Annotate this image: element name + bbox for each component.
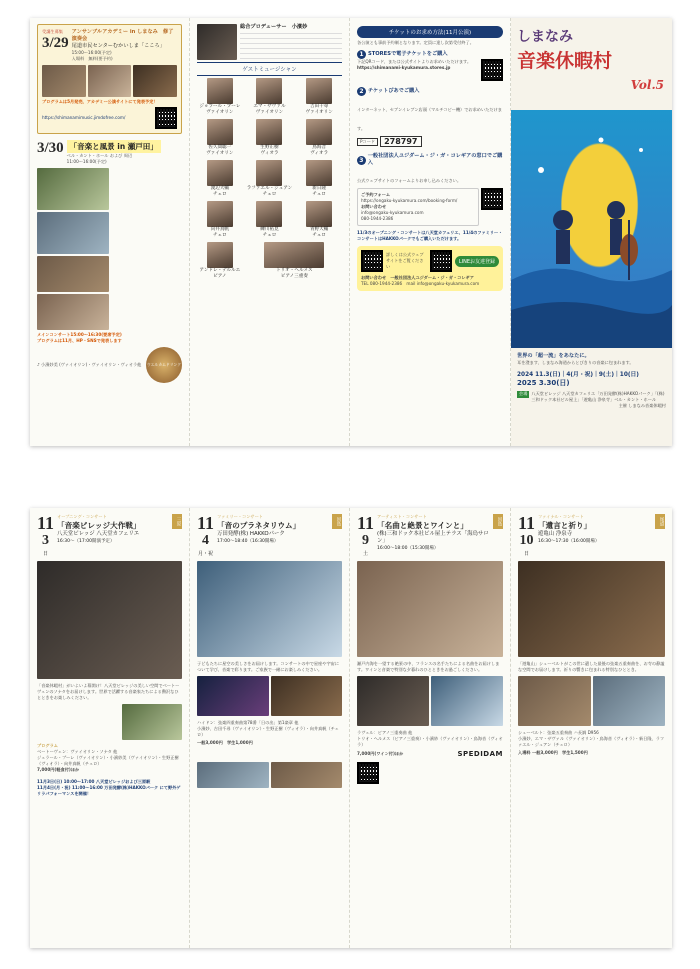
venue-photo xyxy=(357,676,429,726)
academy-fee: 入場料 無料(要予約) xyxy=(71,56,113,61)
academy-photo xyxy=(133,65,177,97)
area-tag: 因島 xyxy=(493,514,503,529)
setoda-note2: プログラムは11月、HP・SNSで発表します xyxy=(37,338,122,343)
panel-academy-setoda xyxy=(30,18,190,446)
qr-code-icon[interactable] xyxy=(481,188,503,210)
concert-venue: (株)三和ドック本社ビル屋上テラス「海鳥サロン」 xyxy=(377,531,489,544)
academy-time: 15:00～16:00(予定) xyxy=(71,50,112,55)
guest-card: ラファエル・ジュアン チェロ xyxy=(247,160,293,198)
setoda-photo xyxy=(37,256,109,292)
concert-title: 「音楽ビレッジ大作戦」 xyxy=(57,521,141,530)
academy-date: 3/29 xyxy=(42,35,69,51)
producer-title: 総合プロデューサー 小濱妙 xyxy=(240,24,308,30)
info-footer: 詳しくは公式ウェブサイトをご覧ください LINEお友達登録 お問い合わせ 一般社団法人ユジダーム・ジ・ガ・コレギア TEL 080-1944-2386 mail info@ongaku-kyukamura.com xyxy=(357,246,503,291)
panel-tickets xyxy=(350,18,511,446)
guest-card: エマ・ザヴァル ヴァイオリン xyxy=(247,78,293,116)
setoda-photo xyxy=(37,294,109,330)
guest-card: アンドレ・デルルエ ピアノ xyxy=(197,242,243,280)
temple-photo xyxy=(593,676,666,726)
academy-title: アンサンブルアカデミー in しまなみ 修了演奏会 xyxy=(71,29,174,42)
performance-photo xyxy=(271,762,343,788)
academy-block xyxy=(37,24,182,134)
guest-card: 練川祐見 チェロ xyxy=(247,201,293,239)
guest-card: 生野正樹 ヴィオラ xyxy=(247,119,293,157)
setoda-title: 「音楽と風景 in 瀬戸田」 xyxy=(67,140,161,153)
cover-info: 世界の「超一流」をあなたに。 耳を澄ます、しまなみ海道からとびきりの音楽に包まれます。 2024 11.3(日)｜4(月・祝)｜9(土)｜10(日) 2025 3.30(日) 会場 八天堂ビレッジ 八天堂カフェリエ「万田発酵(株)HAKKOパーク」「(株)三和ドック本社ビル屋上」「遊亀山 浄泉寺」ベル・カント・ホール 主催 しまなみ音楽休暇村 xyxy=(511,348,672,446)
contact-tel: 080-1944-2386 xyxy=(361,216,394,221)
step1-title: STORESで電子チケットをご購入 xyxy=(368,51,448,57)
cover-venues: 八天堂ビレッジ 八天堂カフェリエ「万田発酵(株)HAKKOパーク」「(株)三和ドック本社ビル屋上」「遊亀山 浄泉寺」ベル・カント・ホール xyxy=(531,391,665,402)
concert-title: 「名曲と絶景とワインと」 xyxy=(377,521,468,530)
ticket-step-1: 1 STORESで電子チケットをご購入 下記QRコード、または公式サイトよりお求めいただけます。 https://shimanami-kyukamura.stores.jp xyxy=(357,50,503,81)
panel-musicians xyxy=(190,18,350,446)
cover-illustration xyxy=(511,110,672,348)
cover-tagline: 世界の「超一流」をあなたに。 xyxy=(517,353,590,359)
brochure-inner-sheet xyxy=(30,508,672,948)
planetarium-photo xyxy=(197,676,269,716)
concert-venue: 八天堂ビレッジ 八天堂カフェリエ xyxy=(57,531,140,537)
ticket-intro: 各公演とも事前予約制となります。定員に達し次第受付終了。 xyxy=(357,40,474,45)
area-tag: 因島 xyxy=(332,514,342,529)
performance-photo xyxy=(197,762,269,788)
concert-venue: 遊亀山 浄泉寺 xyxy=(538,531,573,537)
academy-photo xyxy=(42,65,86,97)
welcome-drink-sticker: ウエルカムドリンク xyxy=(146,347,182,383)
concert-panel-4: 11 10 日 ファイナル・コンサート 「遺言と祈り」 遊亀山 浄泉寺 16:30～17:30（16:00開場） 尾道 「遊亀山」シューベルトがこの世に遺した最後の弦楽五重奏曲を、お寺の静謐な空間でお届けします。祈りの響きに包まれる特別なひととき。 シューベルト：弦楽五重奏曲 ハ長調 D956 小濱妙、エマ・ザヴァル（ヴァイオリン）・鳥海音（ヴィオラ）・新日隆、ラファエル・ジュアン（チェロ） 入場料 一般3,000円 学生1,500円 xyxy=(518,513,665,755)
setoda-subtitle: ベル・カント・ホール および 周辺 xyxy=(66,153,133,158)
concert-photo xyxy=(197,561,342,657)
cover-vol: Vol.5 xyxy=(630,78,664,92)
booking-form-url[interactable]: https://ongaku-kyukamura.com/booking-form/ xyxy=(361,198,458,203)
ticket-step-2: 2 チケットぴあでご購入 インターネット、セブンイレブン店頭（マルチコピー機）でお求めいただけます。 Pコード 278797 xyxy=(357,88,502,146)
qr-code-icon[interactable] xyxy=(357,762,379,784)
setoda-time: 11:00～16:00(予定) xyxy=(66,159,107,164)
step2-title: チケットぴあでご購入 xyxy=(368,88,420,94)
guest-card: トリオ・ヘルメス ピアノ三重奏 xyxy=(247,242,342,280)
setoda-block xyxy=(37,140,182,383)
concert-title: 「音のプラネタリウム」 xyxy=(217,521,301,530)
stores-url[interactable]: https://shimanami-kyukamura.stores.jp xyxy=(357,65,451,70)
cover-title-area xyxy=(511,18,672,110)
guest-card: 吉田千尋 ヴァイオリン xyxy=(296,78,342,116)
venue-tag: 会場 xyxy=(519,391,528,396)
illustration-musicians-icon xyxy=(511,110,672,348)
guest-card: 佐久間聡一 ヴァイオリン xyxy=(197,119,243,157)
ticket-step-3: 3 一般社団法人ユジダーム・ジ・ガ・コレギアの窓口でご購入 公式ウェブサイトのフォームよりお申し込みください。 ご予約フォーム https://ongaku-kyukamura.com/booking-form/ お問い合わせ info@ongaku-kyukamura.com 080-1944-2386 xyxy=(357,153,503,226)
venue-photo xyxy=(122,704,182,740)
panel-cover xyxy=(511,18,672,446)
concert-panel-1: 11 3 日 オープニング・コンサート 「音楽ビレッジ大作戦」 八天堂ビレッジ 八天堂カフェリエ 16:30～（17:00開演予定） 三原 「音楽休暇村」がいよいよ幕開け！八天堂ビレッジの美しい空間でベートーヴェンのソナタをお届けします。世界で活躍する音楽家たちによる贅沢なひとときをお楽しみください。 プログラム ベートーヴェン：ヴァイオリン・ソナタ 他 ジェラール・プーレ（ヴァイオリン）・小濱妙美（ヴァイオリン）・生野正樹（ヴィオラ）・向井真帆（チェロ） 7,000円(軽食付)ほか 11月3日(日) 10:00～17:00 八天堂ビレッジおよび三原駅 11月4日(月・祝) 11:00～16:00 万田発酵(株)HAKKOパーク にて野外ゲリラパフォーマンスを開催！ xyxy=(30,508,190,948)
concert-description: 「遊亀山」シューベルトがこの世に遺した最後の弦楽五重奏曲を、お寺の静謐な空間でお届けします。祈りの響きに包まれる特別なひととき。 xyxy=(518,661,665,672)
setoda-note1: メインコンサート15:00～16:30(要席予定) xyxy=(37,332,122,337)
academy-venue: 尾道市民センターむかいしま「こころ」 xyxy=(71,43,165,49)
cover-title-1: しまなみ xyxy=(517,29,573,45)
academy-photo xyxy=(88,65,132,97)
setoda-date: 3/30 xyxy=(37,140,64,156)
brochure-outer-sheet xyxy=(30,18,672,446)
venue-photo xyxy=(431,676,503,726)
concert-description: 瀬戸内海を一望する絶景の中、フランスの名手たちによる名曲をお届けします。ワインと音楽で特別な夕暮れのひとときをお過ごしください。 xyxy=(357,661,500,672)
area-tag: 尾道 xyxy=(655,514,665,529)
guest-card: 向井真帆 チェロ xyxy=(197,201,243,239)
area-tag: 三原 xyxy=(172,514,182,529)
qr-code-icon[interactable] xyxy=(430,250,452,272)
ticket-header: チケットのお求め方法(11月公演) xyxy=(357,26,503,38)
guest-card: 新日隆 チェロ xyxy=(296,160,342,198)
concert-panel-2: 11 4 月・祝 ファミリー・コンサート 「音のプラネタリウム」 万田発酵(株) HAKKOパーク 17:00～18:40（16:30開場） 因島 子どもたちに星空の美しさをお届けします。コンサートの中で星座や宇宙について学び、音楽で彩ります。ご家族で一緒にお楽しみください。 ハイドン：弦楽四重奏曲第78番「日の出」第1楽章 他 小濱妙、吉田千尋（ヴァイオリン）・生野正樹（ヴィオラ）・向井真帆（チェロ） 一般3,000円 学生1,000円 xyxy=(190,508,350,948)
concert-photo xyxy=(357,561,503,657)
step-number: 2 xyxy=(357,87,366,96)
contact-email[interactable]: info@ongaku-kyukamura.com xyxy=(361,210,424,215)
concert-photo xyxy=(518,561,665,657)
concert-description: 「音楽休暇村」がいよいよ幕開け！八天堂ビレッジの美しい空間でベートーヴェンのソナタをお届けします。世界で活躍する音楽家たちによる贅沢なひとときをお楽しみください。 xyxy=(37,683,180,700)
guest-section-title: ゲストミュージシャン xyxy=(197,62,342,76)
producer-photo xyxy=(197,24,237,60)
spedidam-logo: SPEDIDAM xyxy=(457,750,503,758)
cover-dates: 2024 11.3(日)｜4(月・祝)｜9(土)｜10(日) xyxy=(517,372,639,378)
guest-grid xyxy=(197,78,342,280)
setoda-photo xyxy=(37,168,109,210)
step-number: 3 xyxy=(357,156,366,165)
guerrilla-note: 11月3日(日) 10:00～17:00 八天堂ビレッジおよび三原駅 xyxy=(37,779,151,784)
concert-description: 子どもたちに星空の美しさをお届けします。コンサートの中で星座や宇宙について学び、音楽で彩ります。ご家族で一緒にお楽しみください。 xyxy=(197,661,340,672)
cover-dates-2025: 2025 3.30(日) xyxy=(517,379,570,387)
guest-card: 渡辺大輔 チェロ xyxy=(197,160,243,198)
concert-title: 「遺言と祈り」 xyxy=(538,521,592,530)
temple-photo xyxy=(518,676,591,726)
qr-code-icon[interactable] xyxy=(155,107,177,129)
guest-card: 鳥海音 ヴィオラ xyxy=(296,119,342,157)
concert-venue: 万田発酵(株) HAKKOパーク xyxy=(217,531,285,537)
concert-photo xyxy=(37,561,182,679)
step-number: 1 xyxy=(357,50,366,59)
free-note: 11/3のオープニング・コンサートは八天堂カフェリエ、11/4のファミリー・コンサートはHAKKOパークでもご購入いただけます。 xyxy=(357,230,503,241)
academy-url[interactable]: https://shimanamimusic.jimdofree.com/ xyxy=(42,115,126,120)
guest-card: ジョラール・プーレ ヴァイオリン xyxy=(197,78,243,116)
academy-notice: プログラムは5月発売、アカデミー公演サイトにて発表予定！ xyxy=(42,99,158,104)
cover-title-2: 音楽休暇村 xyxy=(517,50,613,72)
concert-panel-3: 11 9 土 アーティスト・コンサート 「名曲と絶景とワインと」 (株)三和ドック本社ビル屋上テラス「海鳥サロン」 16:00～18:00（15:30開場） 因島 瀬戸内海を一望する絶景の中、フランスの名手たちによる名曲をお届けします。ワインと音楽で特別な夕暮れのひとときをお過ごしください。 ラヴェル：ピアノ三重奏曲 他 トリオ・ヘルメス（ピアノ三重奏）・小濱妙（ヴァイオリン）・鳥海音（ヴィオラ） 7,000円(ワイン付)ほか SPEDIDAM xyxy=(350,508,511,948)
qr-code-icon[interactable] xyxy=(481,59,503,81)
pcode-value: 278797 xyxy=(380,136,421,147)
line-button[interactable]: LINEお友達登録 xyxy=(455,256,499,267)
academy-badge: 受講生募集 xyxy=(42,29,63,34)
guest-card: 青野大輔 チェロ xyxy=(296,201,342,239)
step3-title: 一般社団法人ユジダーム・ジ・ガ・コレギアの窓口でご購入 xyxy=(367,153,503,166)
setoda-photo xyxy=(37,212,109,254)
qr-code-icon[interactable] xyxy=(361,250,383,272)
setoda-program: ♪ 小濱妙美 (ヴァイオリン)・ヴァイオリン・ヴィオラ他 xyxy=(37,362,142,367)
planetarium-photo xyxy=(271,676,343,716)
